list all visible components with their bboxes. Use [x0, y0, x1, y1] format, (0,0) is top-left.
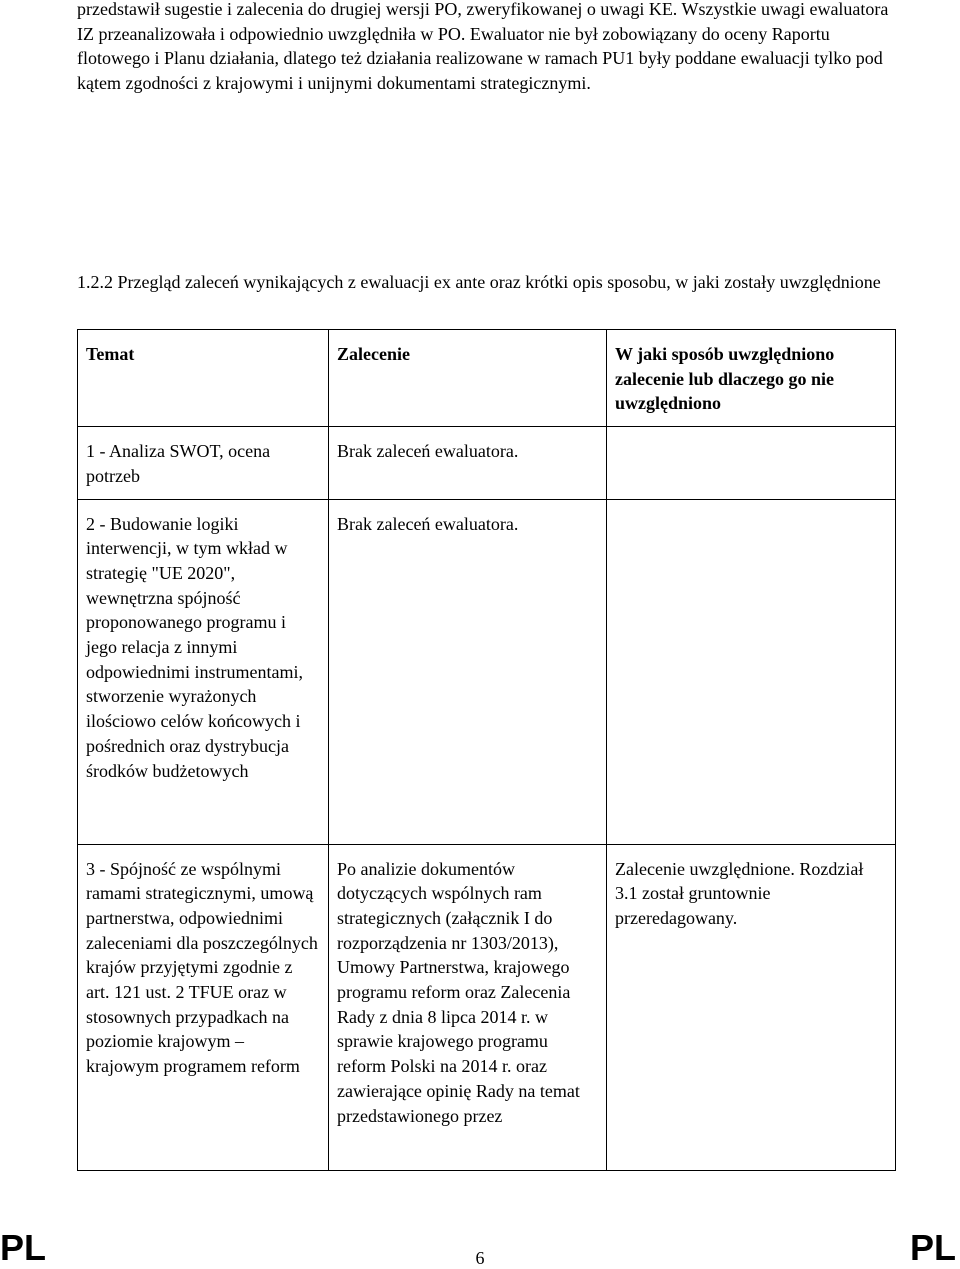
header-recommendation: Zalecenie — [337, 344, 410, 364]
row-response — [607, 500, 895, 522]
table-row — [78, 427, 896, 499]
table-row — [78, 499, 896, 844]
table-cell — [329, 844, 607, 1170]
table-cell — [329, 427, 607, 499]
footer-language-mark-right: PL — [909, 1227, 956, 1268]
table-cell — [607, 427, 896, 499]
row-recommendation: Brak zaleceń ewaluatora. — [337, 441, 519, 462]
row-topic: 2 - Budowanie logiki interwencji, w tym wkład w strategię "UE 2020", wewnętrzna spójność proponowanego programu i jego relacja z innymi odpowiednimi instrumentami, stworzenie wyrażonych ilościowo celów końcowych i pośrednich oraz dystrybucja środków budżetowych — [86, 513, 303, 781]
row-topic: 3 - Spójność ze wspólnymi ramami strategicznymi, umową partnerstwa, odpowiednimi zaleceniami dla poszczególnych krajów przyjętymi zgodnie z art. 121 ust. 2 TFUE oraz w stosownych przypadkach na poziomie krajowym – krajowym programem reform — [86, 858, 318, 1077]
table-header-row — [78, 330, 896, 427]
page-number: 6 — [475, 1248, 485, 1268]
row-recommendation: Brak zaleceń ewaluatora. — [337, 513, 519, 534]
row-recommendation: Po analizie dokumentów dotyczących wspólnych ram strategicznych (załącznik I do rozporządzenia nr 1303/2013), Umowy Partnerstwa, krajowego programu reform oraz Zalecenia Rady z dnia 8 lipca 2014 r. w sprawie krajowego programu reform Polski na 2014 r. oraz zawierające opinię Rady na temat przedstawionego przez — [337, 858, 580, 1126]
table-cell — [78, 844, 329, 1170]
intro-paragraph: przedstawił sugestie i zalecenia do drugiej wersji PO, zweryfikowanej o uwagi KE. Wszystkie uwagi ewaluatora IZ przeanalizowała i odpowiednio uwzględniła w PO. Ewaluator nie był zobowiązany do oceny Raportu flotowego i Planu działania, dlatego też działania realizowane w ramach PU1 były poddane ewaluacji tylko pod kątem zgodności z krajowymi i unijnymi dokumentami strategicznymi. — [77, 0, 889, 94]
table-header-cell — [329, 330, 607, 427]
table-cell — [329, 499, 607, 844]
table-cell — [607, 844, 896, 1170]
table-cell — [78, 427, 329, 499]
header-response: W jaki sposób uwzględniono zalecenie lub dlaczego go nie uwzględniono — [615, 344, 835, 414]
section-heading: 1.2.2 Przegląd zaleceń wynikających z ewaluacji ex ante oraz krótki opis sposobu, w jaki zostały uwzględnione — [77, 272, 881, 292]
row-topic: 1 - Analiza SWOT, ocena potrzeb — [86, 441, 271, 486]
row-response — [607, 427, 895, 449]
footer-language-mark-left: PL — [0, 1227, 47, 1268]
recommendations-table — [77, 329, 896, 1171]
table-header-cell — [607, 330, 896, 427]
table-cell — [78, 499, 329, 844]
table-header-cell — [78, 330, 329, 427]
page-footer — [0, 1226, 960, 1269]
header-topic: Temat — [86, 344, 135, 364]
table-row — [78, 844, 896, 1170]
row-response: Zalecenie uwzględnione. Rozdział 3.1 został gruntownie przeredagowany. — [615, 858, 864, 928]
table-cell — [607, 499, 896, 844]
